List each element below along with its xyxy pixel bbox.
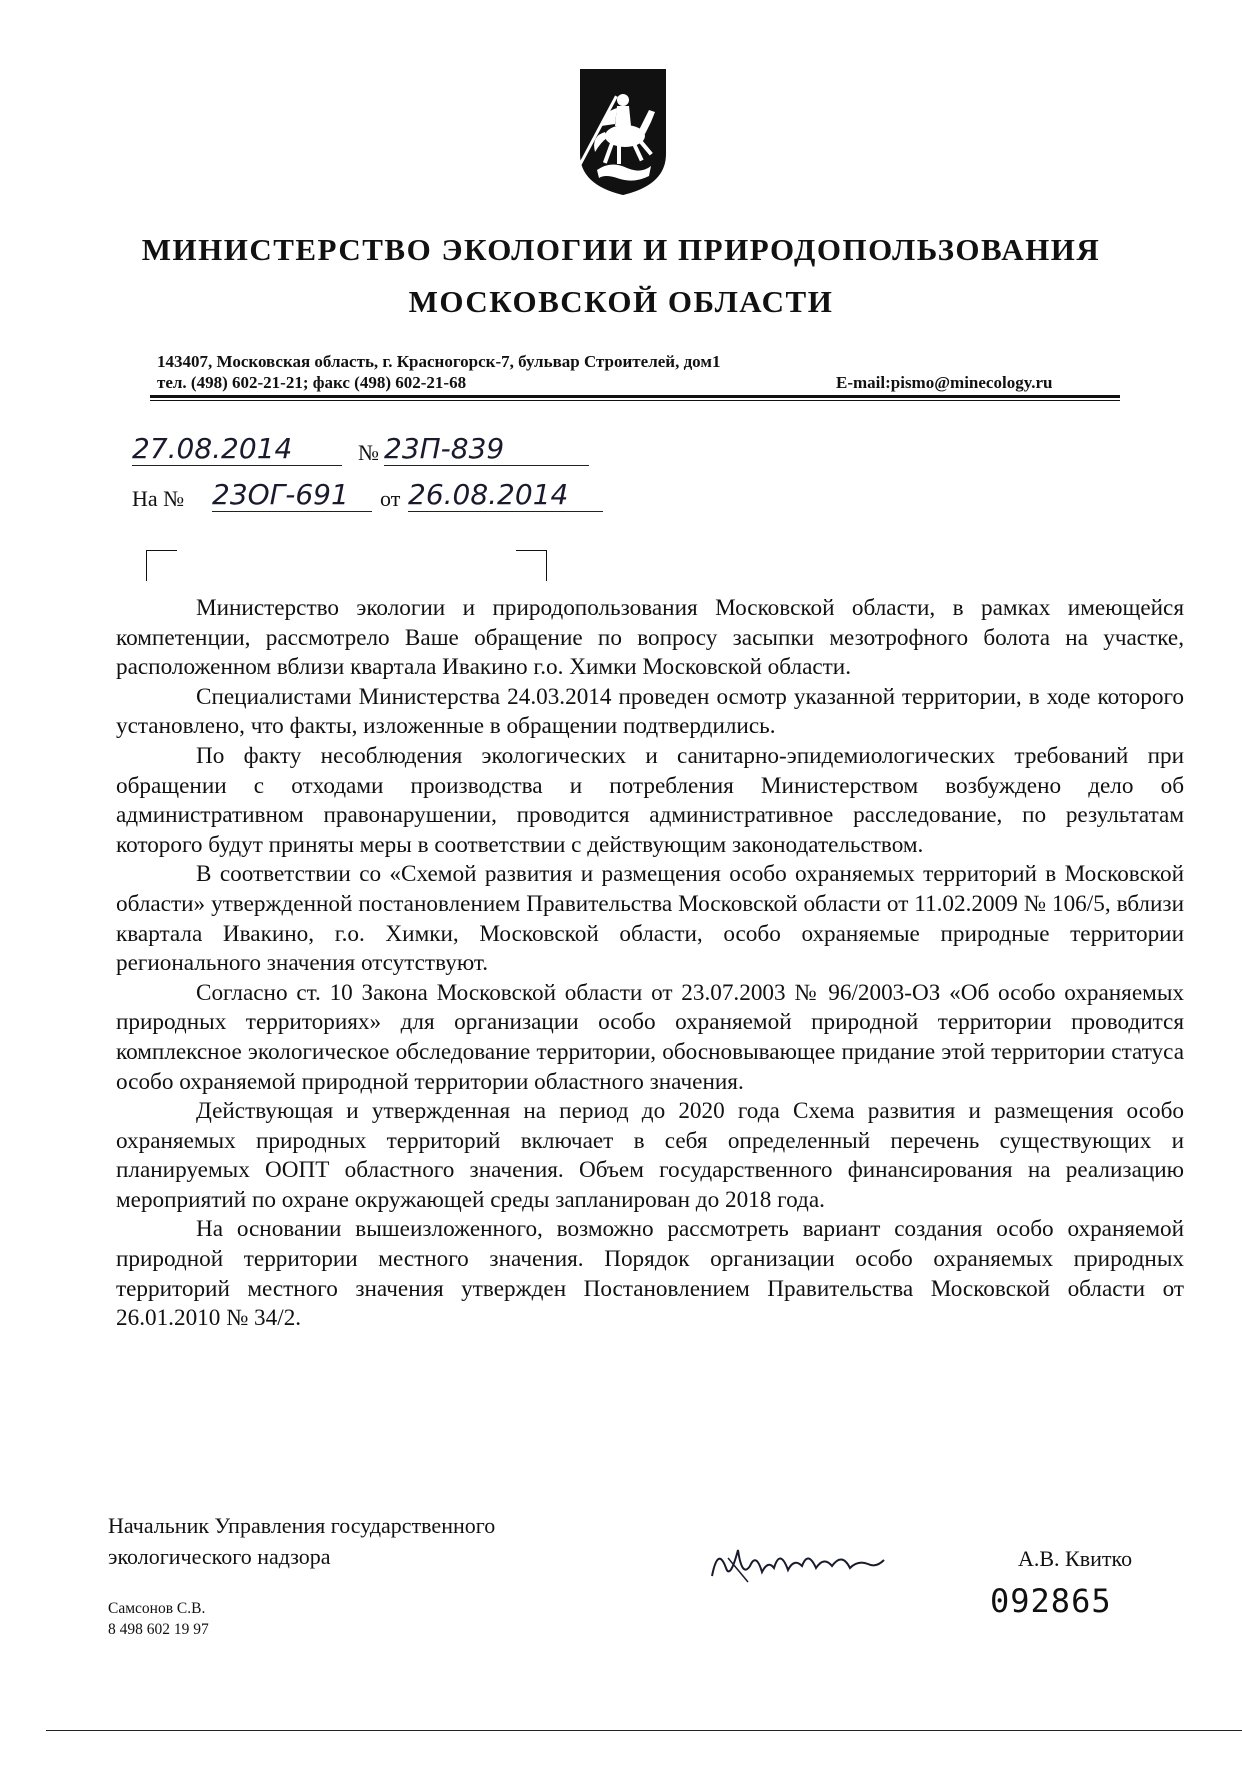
body-paragraph: Специалистами Министерства 24.03.2014 проведен осмотр указанной территории, в ходе которого установлено, что факты, изложенные в обращении подтвердились.: [116, 683, 1184, 740]
body-paragraph: Согласно ст. 10 Закона Московской области от 23.07.2003 № 96/2003-ОЗ «Об особо охраняемых природных территориях» для организации особо охраняемой природной территории проводится комплексное экологическое обследование территории, обосновывающее придание этой территории статуса особо охраняемой природной территории областного значения.: [116, 979, 1184, 1095]
email-address: E-mail:pismo@minecology.ru: [836, 373, 1053, 392]
addressee-corner-right: [516, 550, 547, 581]
header-divider: [150, 395, 1120, 398]
in-reply-label: На №: [132, 486, 185, 511]
body-paragraph: На основании вышеизложенного, возможно рассмотреть вариант создания особо охраняемой природной территории местного значения. Порядок организации особо охраняемых природных территорий местного значения утвержден Постановлением Правительства Московской области от 26.01.2010 № 34/2.: [116, 1216, 1184, 1332]
outgoing-number: 23П-839: [384, 432, 589, 466]
signatory-title-line1: Начальник Управления государственного: [108, 1513, 496, 1538]
signature-icon: [708, 1538, 888, 1588]
body-paragraph: Действующая и утвержденная на период до 2020 года Схема развития и размещения особо охраняемых природных территорий включает в себя определенный перечень существующих и планируемых ООПТ областного значения. Объем государственного финансирования на реализацию мероприятий по охране окружающей среды запланирован до 2018 года.: [116, 1098, 1184, 1213]
address-line: 143407, Московская область, г. Красногорск-7, бульвар Строителей, дом1: [157, 352, 721, 371]
signatory-title-line2: экологического надзора: [108, 1544, 331, 1569]
in-reply-date: 26.08.2014: [408, 478, 603, 512]
body-paragraph: По факту несоблюдения экологических и санитарно-эпидемиологических требований при обращении с отходами производства и потребления Министерством возбуждено дело об административном правонарушении, проводится административное расследование, по результатам которого будут приняты меры в соответствии с действующим законодательством.: [116, 742, 1184, 858]
from-label: от: [380, 486, 401, 511]
addressee-corner-left: [146, 550, 177, 581]
signatory-title: [108, 1510, 628, 1572]
registration-stamp-number: 092865: [990, 1582, 1112, 1620]
executor-phone: 8 498 602 19 97: [108, 1621, 209, 1638]
executor-name: Самсонов С.В.: [108, 1600, 206, 1617]
ministry-name-line1: МИНИСТЕРСТВО ЭКОЛОГИИ И ПРИРОДОПОЛЬЗОВАНИЯ: [141, 232, 1101, 267]
number-sign: №: [358, 440, 379, 465]
body-paragraph: Министерство экологии и природопользования Московской области, в рамках имеющейся компетенции, рассмотрело Ваше обращение по вопросу засыпки мезотрофного болота на участке, расположенном вблизи квартала Ивакино г.о. Химки Московской области.: [116, 595, 1184, 681]
body-paragraph: В соответствии со «Схемой развития и размещения особо охраняемых территорий в Московской области» утвержденной постановлением Правительства Московской области от 11.02.2009 № 106/5, вблизи квартала Ивакино, г.о. Химки, Московской области, особо охраняемые природные территории регионального значения отсутствуют.: [116, 861, 1184, 977]
phone-fax-line: тел. (498) 602-21-21; факс (498) 602-21-68: [157, 373, 467, 392]
coat-of-arms-icon: [577, 66, 669, 198]
outgoing-date: 27.08.2014: [132, 432, 342, 466]
header-divider-thin: [150, 400, 1120, 401]
letter-body: [116, 594, 1184, 1334]
bottom-divider: [46, 1730, 1242, 1731]
signatory-name: А.В. Квитко: [1018, 1546, 1133, 1571]
in-reply-number: 23ОГ-691: [212, 478, 372, 512]
ministry-name-line2: МОСКОВСКОЙ ОБЛАСТИ: [408, 284, 834, 319]
